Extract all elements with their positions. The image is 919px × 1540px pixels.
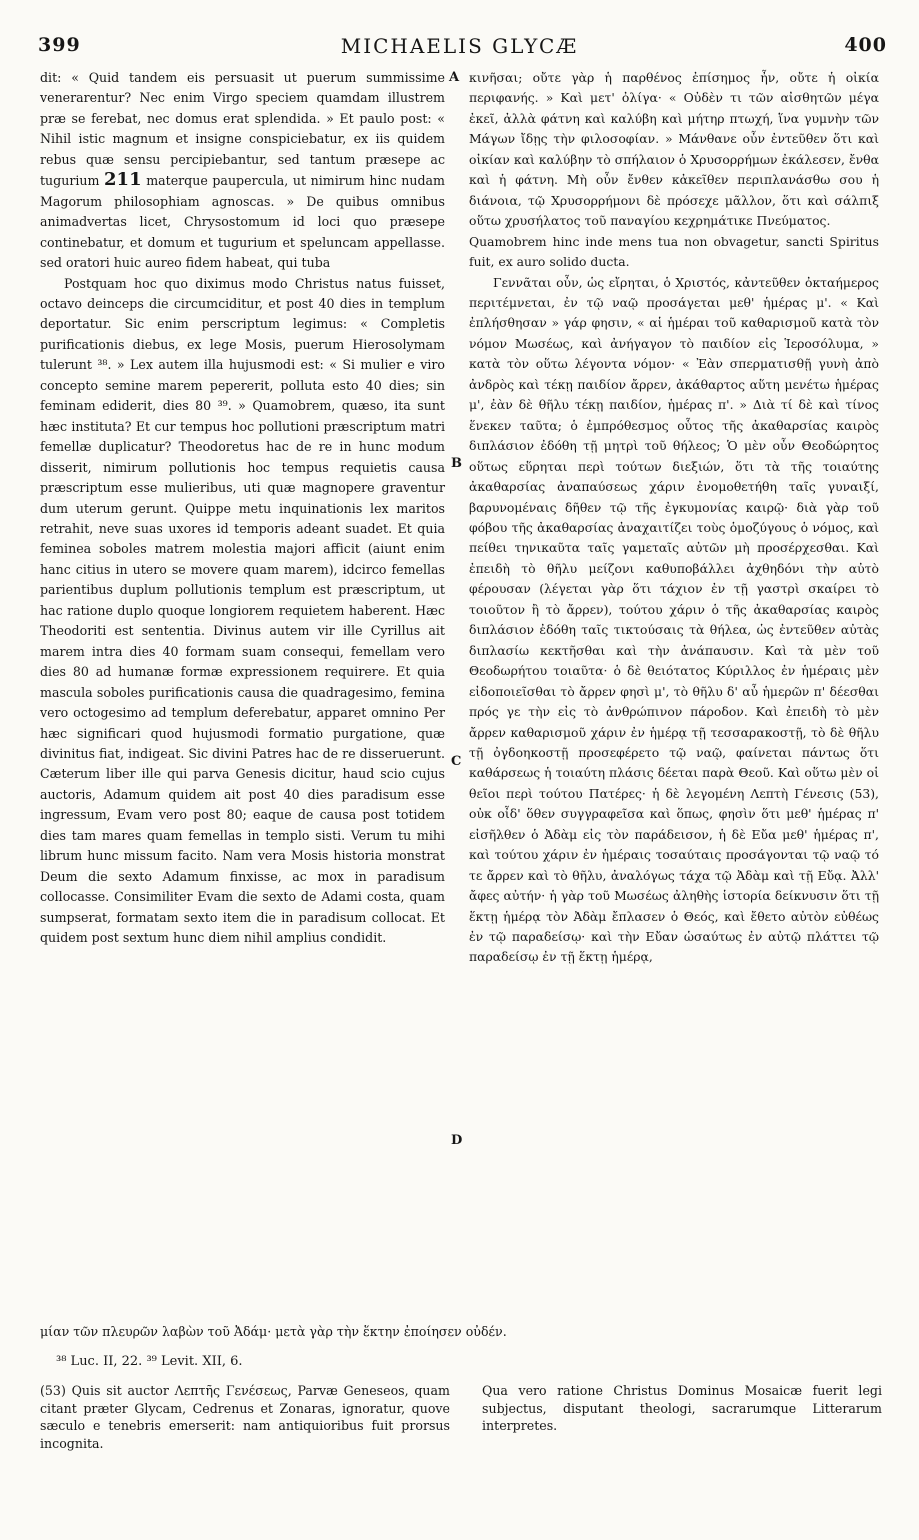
greek-paragraph-2: Γεννᾶται οὖν, ὡς εἴρηται, ὁ Χριστός, κἀντεῦθεν ὀκταήμερος περιτέμνεται, ἐν τῷ ναῷ προσάγεται μεθ' ἡμέρας μ'. « Καὶ ἐπλήσθησαν » γάρ φησιν, « αἱ ἡμέραι τοῦ καθαρισμοῦ κατὰ τὸν νόμον Μωσέως, καὶ ἀνήγαγον τὸ παιδίον εἰς Ἱεροσόλυμα, » κατὰ τὸν οὕτω λέγοντα νόμον· « Ἐὰν σπερματισθῇ γυνὴ ἀπὸ ἀνδρὸς καὶ τέκῃ παιδίον ἄρρεν, ἀκάθαρτος αὕτη μενέτω ἡμέρας μ', ἐὰν δὲ θῆλυ τέκῃ παιδίον, ἡμέρας π'. » Διὰ τί δὲ καὶ τίνος ἕνεκεν ταῦτα; ὁ ἐμπρόθεσμος οὗτος τῆς ἀκαθαρσίας καιρὸς διπλάσιον ἐδόθη τῇ μητρὶ τοῦ θήλεος; Ὁ μὲν οὖν Θεοδώρητος οὕτως εὕρηται περὶ τούτων διεξιών, ὅτι τὰ τῆς τοιαύτης ἀκαθαρσίας ἀναπαύσεως χάριν ἐνομοθετήθη ταῖς γυναιξί, βαρυνομέναις δῆθεν τῷ τῆς ἐγκυμονίας καιρῷ· διὰ γὰρ τοῦ φόβου τῆς ἀκαθαρσίας ἀναχαιτίζει τοὺς ὁμοζύγους ὁ νόμος, καὶ πείθει τηνικαῦτα ταῖς γαμεταῖς αὐτῶν μὴ προσέρχεσθαι. Καὶ ἐπειδὴ τὸ θῆλυ μείζονι καθυποβάλλει ἀχθηδόνι τὴν αὐτὸ φέρουσαν (λέγεται γὰρ ὅτι τάχιον ἐν τῇ γαστρὶ σκαίρει τὸ τοιοῦτον ἢ τὸ ἄρρεν), τούτου χάριν ὁ τῆς ἀκαθαρσίας καιρὸς διπλάσιον ἐδόθη ταῖς τικτούσαις τὰ θήλεα, ὡς ἐντεῦθεν αὐτὰς διπλασίω κεκτῆσθαι καὶ τὴν ἀνάπαυσιν. Καὶ τὰ μὲν τοῦ Θεοδωρήτου τοιαῦτα· ὁ δὲ θειότατος Κύριλλος ἐν ἡμέραις μὲν εἰδοποιεῖσθαι τὸ ἄρρεν φησὶ μ', τὸ θῆλυ δ' αὖ ἡμερῶν π' δέεσθαι πρός γε τὴν εἰς τὸ ἀνθρώπινον πάροδον. Καὶ ἐπειδὴ τὸ μὲν ἄρρεν καθαρισμοῦ χάριν ἐν ἡμέρᾳ τῇ τεσσαρακοστῇ, τὸ δὲ θῆλυ τῇ ὀγδοηκοστῇ προσεφέρετο τῷ ναῷ, φαίνεται πάντως ὅτι καθάρσεως ἡ τοιαύτη πλάσις δέεται παρὰ Θεοῦ. Καὶ οὕτω μὲν οἱ θεῖοι περὶ τούτου Πατέρες· ἡ δὲ λεγομένη Λεπτὴ Γένεσις (53), οὐκ οἶδ' ὅθεν συγγραφεῖσα καὶ ὅπως, φησὶν ὅτι μεθ' ἡμέρας π' εἰσῆλθεν ὁ Ἀδὰμ εἰς τὸν παράδεισον, ἡ δὲ Εὔα μεθ' ἡμέρας π', καὶ τούτου χάριν ἐν ἡμέραις τοσαύταις προσάγονται τῷ ναῷ τό τε ἄρρεν καὶ τὸ θῆλυ, ἀναλόγως τάχα τῷ Ἀδὰμ καὶ τῇ Εὔᾳ. Ἀλλ' ἄφες αὐτήν· ἡ γὰρ τοῦ Μωσέως ἀληθὴς ἱστορία δείκνυσιν ὅτι τῇ ἕκτῃ ἡμέρᾳ τὸν Ἀδὰμ ἔπλασεν ὁ Θεός, καὶ ἔθετο αὐτὸν εὐθέως ἐν τῷ παραδείσῳ· καὶ τὴν Εὔαν ὡσαύτως ἐν αὐτῷ πλάττει τῷ παραδείσῳ ἐν τῇ ἕκτῃ ἡμέρᾳ, — [469, 274, 879, 965]
footnote-references: ³⁸ Luc. II, 22. ³⁹ Levit. XII, 6. — [56, 1354, 243, 1369]
latin-p1-before: dit: « Quid tandem eis persuasit ut puerum summissime venerarentur? Nec enim Virgo speciem quamdam illustrem præ se ferebat, nec domus erat splendida. » Et paulo post: « Nihil istic magnum et insigne conspiciebatur, ex iis quidem rebus quæ sensu percipiebantur, sed tantum præsepe ac tugurium — [40, 70, 445, 189]
note-53 — [40, 1382, 450, 1452]
greek-continuation-line: μίαν τῶν πλευρῶν λαβὼν τοῦ Ἀδάμ· μετὰ γὰρ τὴν ἕκτην ἐποίησεν οὐδέν. — [40, 1324, 507, 1339]
latin-column — [40, 68, 445, 948]
margin-letter-a: A — [449, 70, 460, 85]
margin-letter-b: B — [451, 456, 462, 471]
greek-column — [469, 68, 879, 968]
margin-letter-d: D — [451, 1133, 463, 1148]
margin-letter-c: C — [451, 754, 462, 769]
latin-insert-line: Quamobrem hinc inde mens tua non obvagetur, sancti Spiritus fuit, ex auro solido ducta. — [469, 233, 879, 270]
column-number-211: 211 — [104, 169, 142, 191]
note-right — [482, 1382, 882, 1435]
page-header — [0, 34, 919, 62]
right-page-number: 400 — [844, 34, 887, 56]
note-right-text: Qua vero ratione Christus Dominus Mosaicæ fuerit legi subjectus, disputant theologi, sacrarumque Litterarum interpretes. — [482, 1383, 882, 1433]
note-53-text: (53) Quis sit auctor Λεπτῆς Γενέσεως, Parvæ Geneseos, quam citant præter Glycam, Cedrenus et Zonaras, ignoratur, quove sæculo e tenebris emerserit: nam antiquioribus fuit prorsus incognita. — [40, 1383, 450, 1451]
greek-paragraph-1: κινῆσαι; οὔτε γὰρ ἡ παρθένος ἐπίσημος ἦν, οὔτε ἡ οἰκία περιφανής. » Καὶ μετ' ὀλίγα· « Οὐδὲν τι τῶν αἰσθητῶν μέγα ἐκεῖ, ἀλλὰ φάτνη καὶ καλύβη καὶ μήτηρ πτωχή, ἵνα γυμνὴν τῶν Μάγων ἴδῃς τὴν φιλοσοφίαν. » Μάνθανε οὖν ἐντεῦθεν ὅτι καὶ οἰκίαν καὶ καλύβην τὸ σπήλαιον ὁ Χρυσορρήμων ἐκάλεσεν, ἔνθα καὶ ἡ φάτνη. Μὴ οὖν ἔνθεν κἀκεῖθεν περιπλανάσθω σου ἡ διάνοια, τῷ Χρυσορρήμονι δὲ πρόσεχε μᾶλλον, ὅτι καὶ σάλπιξ οὕτω χρυσήλατος τοῦ παναγίου κεχρημάτικε Πνεύματος. — [469, 70, 879, 229]
running-title: MICHAELIS GLYCÆ — [340, 34, 579, 58]
latin-p1-after: materque paupercula, ut nimirum hinc nudam Magorum philosophiam agnoscas. » De quibus omnibus animadvertas licet, Chrysostomum id loci quo præsepe continebatur, et domum et tugurium et speluncam appellasse. sed oratori huic aureo fidem habeat, qui tuba — [40, 173, 445, 271]
latin-paragraph-1 — [40, 68, 445, 274]
latin-paragraph-2: Postquam hoc quo diximus modo Christus natus fuisset, octavo deinceps die circumciditur, et post 40 dies in templum deportatur. Sic enim perscriptum legimus: « Completis purificationis diebus, ex lege Mosis, puerum Hierosolymam tulerunt ³⁸. » Lex autem illa hujusmodi est: « Si mulier e viro concepto semine marem pepererit, polluta esto 40 dies; sin feminam ediderit, dies 80 ³⁹. » Quamobrem, quæso, ita sunt hæc instituta? Et cur tempus hoc pollutioni præscriptum matri femellæ duplicatur? Theodoretus hac de re in hunc modum disserit, nimirum pollutionis hoc tempus requietis causa præscriptum esse mulieribus, uti quæ magnopere graventur dum uterum gerunt. Quippe metu inquinationis lex maritos retrahit, neve suas uxores id temporis adeant suadet. Et quia feminea soboles matrem molestia majori afficit (aiunt enim hanc citius in utero se movere quam marem), idcirco femellas parientibus duplum pollutionis templum est præscriptum, ut hac ratione duplo quoque longiorem requietem haberent. Hæc Theodoriti est sententia. Divinus autem vir ille Cyrillus ait marem intra dies 40 formam suam consequi, femellam vero dies 80 ad humanæ formæ expressionem requirere. Et quia mascula soboles purificationis causa die quadragesimo, femina vero octogesimo ad templum deferebatur, apparet omnino Per hæc significari quod hujusmodi formatio purgatione, quæ divinitus fiat, indigeat. Sic divini Patres hac de re disseruerunt. Cæterum liber ille qui parva Genesis dicitur, haud scio cujus auctoris, Adamum quidem ait post 40 dies paradisum esse ingressum, Evam vero post 80; eaque de causa post totidem dies tam mares quam femellas in templo sisti. Verum tu mihi librum hunc missum facito. Nam vera Mosis historia monstrat Deum die sexto Adamum finxisse, ac mox in paradisum collocasse. Consimiliter Evam die sexto de Adami costa, quam sumpserat, formatam sexto item die in paradisum collocat. Et quidem post sextum hunc diem nihil amplius condidit. — [40, 275, 445, 946]
left-page-number: 399 — [38, 34, 81, 56]
